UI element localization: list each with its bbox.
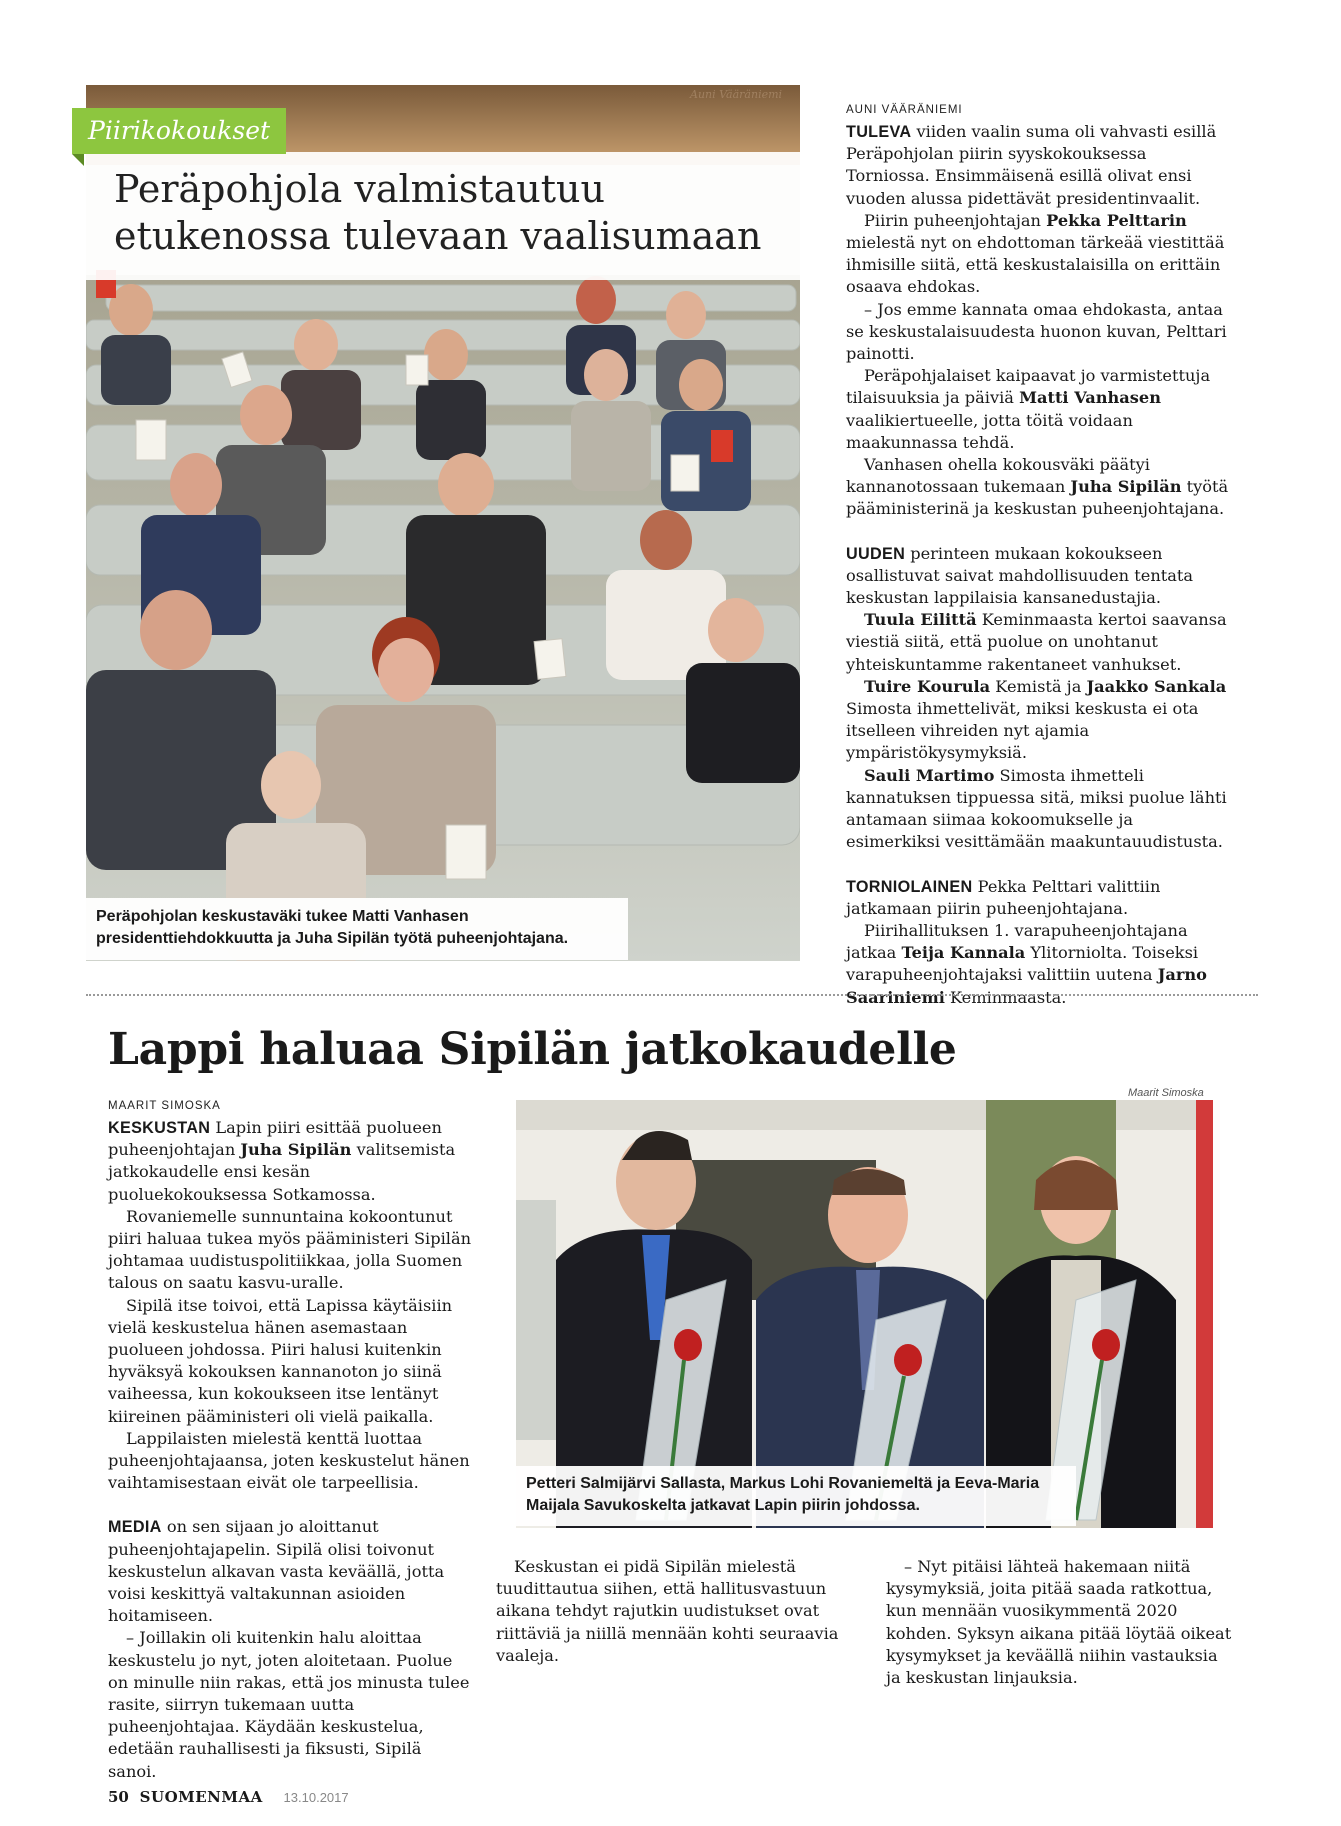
paragraph (846, 765, 1232, 854)
page-number: 50 (108, 1788, 129, 1806)
paragraph-text: Pekka Pelttari valittiin jatkamaan piirin puheenjohtajana. (846, 876, 1161, 918)
paragraph-text: Simosta ihmettelivät, miksi keskusta ei ota itselleen vihreiden nyt ajamia ympäristökysymyksiä. (846, 699, 1199, 763)
headline-line-2: etukenossa tulevaan vaalisumaan (114, 214, 762, 258)
lead-word: UUDEN (846, 544, 906, 563)
paragraph (846, 876, 1232, 920)
paragraph-text: viiden vaalin suma oli vahvasti esillä Peräpohjolan piirin syyskokouksessa Torniossa. Ensimmäisenä esillä olivat ensi vuoden alussa pidettävät presidentinvaalit. (846, 122, 1217, 208)
section-divider (86, 994, 1258, 996)
paragraph-text: Piirin puheenjohtajan (864, 210, 1047, 230)
lead-word: KESKUSTAN (108, 1119, 211, 1137)
photo-credit: Auni Vääräniemi (690, 88, 783, 101)
paragraph-text: Lapin piiri esittää puolueen puheenjohtajan (108, 1118, 442, 1160)
paragraph-text: Keminmaasta kertoi saavansa viestiä siitä, että puolue on unohtanut yhteiskuntamme rakentaneet vanhukset. (846, 610, 1227, 674)
lead-word: TULEVA (846, 123, 912, 141)
person-name: Juha Sipilän (1070, 477, 1182, 497)
caption-line-1: Petteri Salmijärvi Sallasta, Markus Lohi Rovaniemeltä ja Eeva-Maria (526, 1475, 1040, 1492)
byline: MAARIT SIMOSKA (108, 1100, 221, 1112)
paragraph: Keskustan ei pidä Sipilän mielestä tuudittautua siihen, että hallitusvastuun aikana tehdyt rajutkin uudistukset ovat riittäviä ja niillä mennään kohti seuraavia vaaleja. (496, 1557, 839, 1665)
caption-line-1: Peräpohjolan keskustaväki tukee Matti Vanhasen (96, 908, 469, 925)
issue-date: 13.10.2017 (283, 1790, 349, 1805)
paragraph: – Jos emme kannata omaa ehdokasta, antaa se keskustalaisuudesta huonon kuvan, Pelttari painotti. (846, 299, 1227, 364)
paragraph (846, 454, 1232, 521)
paragraph: Rovaniemelle sunnuntaina kokoontunut piiri haluaa tukea myös pääministeri Sipilän johtamaa uudistuspolitiikkaa, jolla Suomen talous on saatu kasvu-uralle. (108, 1206, 472, 1293)
paragraph-text: mielestä nyt on ehdottoman tärkeää viestittää ihmisille siitä, että keskustalaisilla on erittäin osaava ehdokas. (846, 233, 1225, 297)
paragraph-text: on sen sijaan jo aloittanut puheenjohtajapelin. Sipilä olisi toivonut keskustelun alkavan vasta keväällä, jotta voisi keskittyä valtakunnan asioiden hoitamiseen. (108, 1517, 445, 1626)
paragraph (846, 121, 1232, 210)
paragraph: Sipilä itse toivoi, että Lapissa käytäisiin vielä keskustelua hänen asemastaan puolueen johdossa. Piiri halusi kuitenkin hyväksyä kokouksen kannanoton jo siinä vaiheessa, kun kokoukseen itse lentänyt kiireinen pääministeri oli vielä paikalla. (108, 1295, 453, 1426)
paragraph (108, 1117, 474, 1206)
article-body-column (496, 1556, 842, 1667)
group-portrait-photo (516, 1100, 1213, 1528)
paragraph-text: Vanhasen ohella kokousväki päätyi kannanotossaan tukemaan (846, 455, 1150, 497)
person-name: Teija Kannala (901, 943, 1026, 963)
paragraph-text: Piirihallituksen 1. varapuheenjohtajana jatkaa (846, 920, 1188, 963)
headline-line-1: Peräpohjola valmistautuu (114, 167, 605, 211)
person-name: Sauli Martimo (864, 765, 995, 785)
photo-caption (516, 1466, 1076, 1526)
article-body-column (886, 1556, 1232, 1689)
page-footer (108, 1788, 349, 1806)
person-name: Jaakko Sankala (1086, 676, 1227, 696)
paragraph (846, 543, 1232, 610)
caption-line-2: presidenttiehdokkuutta ja Juha Sipilän työtä puheenjohtajana. (96, 930, 569, 947)
byline: AUNI VÄÄRÄNIEMI (846, 104, 963, 116)
person-name: Jarno Saariniemi (846, 965, 1207, 1007)
person-name: Matti Vanhasen (1019, 388, 1161, 408)
tag-fold (72, 154, 84, 166)
section-tag: Piirikokoukset (72, 108, 286, 154)
caption-line-2: Maijala Savukoskelta jatkavat Lapin piirin johdossa. (526, 1497, 920, 1514)
person-name: Tuire Kourula (864, 676, 991, 696)
paragraph-text: perinteen mukaan kokoukseen osallistuvat saivat mahdollisuuden tentata keskustan lappilaisia kansanedustajia. (846, 543, 1194, 608)
magazine-name: SUOMENMAA (139, 1788, 263, 1806)
paragraph-text: työtä pääministerinä ja keskustan puheenjohtajana. (846, 477, 1229, 519)
paragraph: – Nyt pitäisi lähteä hakemaan niitä kysymyksiä, joita pitää saada ratkottua, kun mennään vuosikymmentä 2020 kohden. Syksyn aikana pitää löytää oikeat kysymykset ja keväällä niihin vastauksia ja keskustan linjauksia. (886, 1557, 1232, 1688)
paragraph (846, 676, 1232, 765)
paragraph (108, 1516, 474, 1627)
paragraph-text: Kemistä ja (990, 676, 1087, 696)
photo-caption (86, 898, 628, 960)
paragraph (846, 210, 1232, 299)
article-body-column (846, 121, 1232, 1009)
lead-word: MEDIA (108, 1518, 162, 1537)
article-body-column (108, 1117, 474, 1783)
article-headline (114, 166, 794, 260)
article-headline: Lappi haluaa Sipilän jatkokaudelle (108, 1024, 957, 1075)
paragraph (846, 609, 1232, 676)
paragraph: Lappilaisten mielestä kenttä luottaa puheenjohtajaansa, joten keskustelut hänen vaihtamisestaan eivät ole tarpeellisia. (108, 1428, 470, 1493)
lead-word: TORNIOLAINEN (846, 877, 973, 896)
paragraph-text: Peräpohjalaiset kaipaavat jo varmistettuja tilaisuuksia ja päiviä (846, 366, 1211, 408)
person-name: Juha Sipilän (240, 1140, 352, 1160)
paragraph (846, 365, 1232, 454)
paragraph-text: Keminmaasta. (944, 987, 1067, 1007)
paragraph-text: Simosta ihmetteli kannatuksen tippuessa sitä, miksi puolue lähti antamaan siimaa kokoomukselle ja esimerkiksi vesittämään maakuntauudistusta. (846, 765, 1227, 852)
paragraph-text: Ylitorniolta. Toiseksi varapuheenjohtajaksi valittiin uutena (846, 943, 1199, 985)
person-name: Tuula Eilittä (864, 610, 977, 630)
paragraph: – Joillakin oli kuitenkin halu aloittaa keskustelu jo nyt, joten aloitetaan. Puolue on minulle niin rakas, että jos minusta tulee rasite, siirryn tukemaan uutta puheenjohtajaa. Käydään keskustelua, edetään rauhallisesti ja fiksusti, Sipilä sanoi. (108, 1628, 470, 1781)
paragraph-text: vaalikiertueelle, jotta töitä voidaan maakunnassa tehdä. (846, 410, 1133, 452)
person-name: Pekka Pelttarin (1046, 210, 1187, 230)
photo-credit: Maarit Simoska (1128, 1087, 1204, 1099)
paragraph-text: valitsemista jatkokaudelle ensi kesän puoluekokouksessa Sotkamossa. (108, 1140, 456, 1204)
